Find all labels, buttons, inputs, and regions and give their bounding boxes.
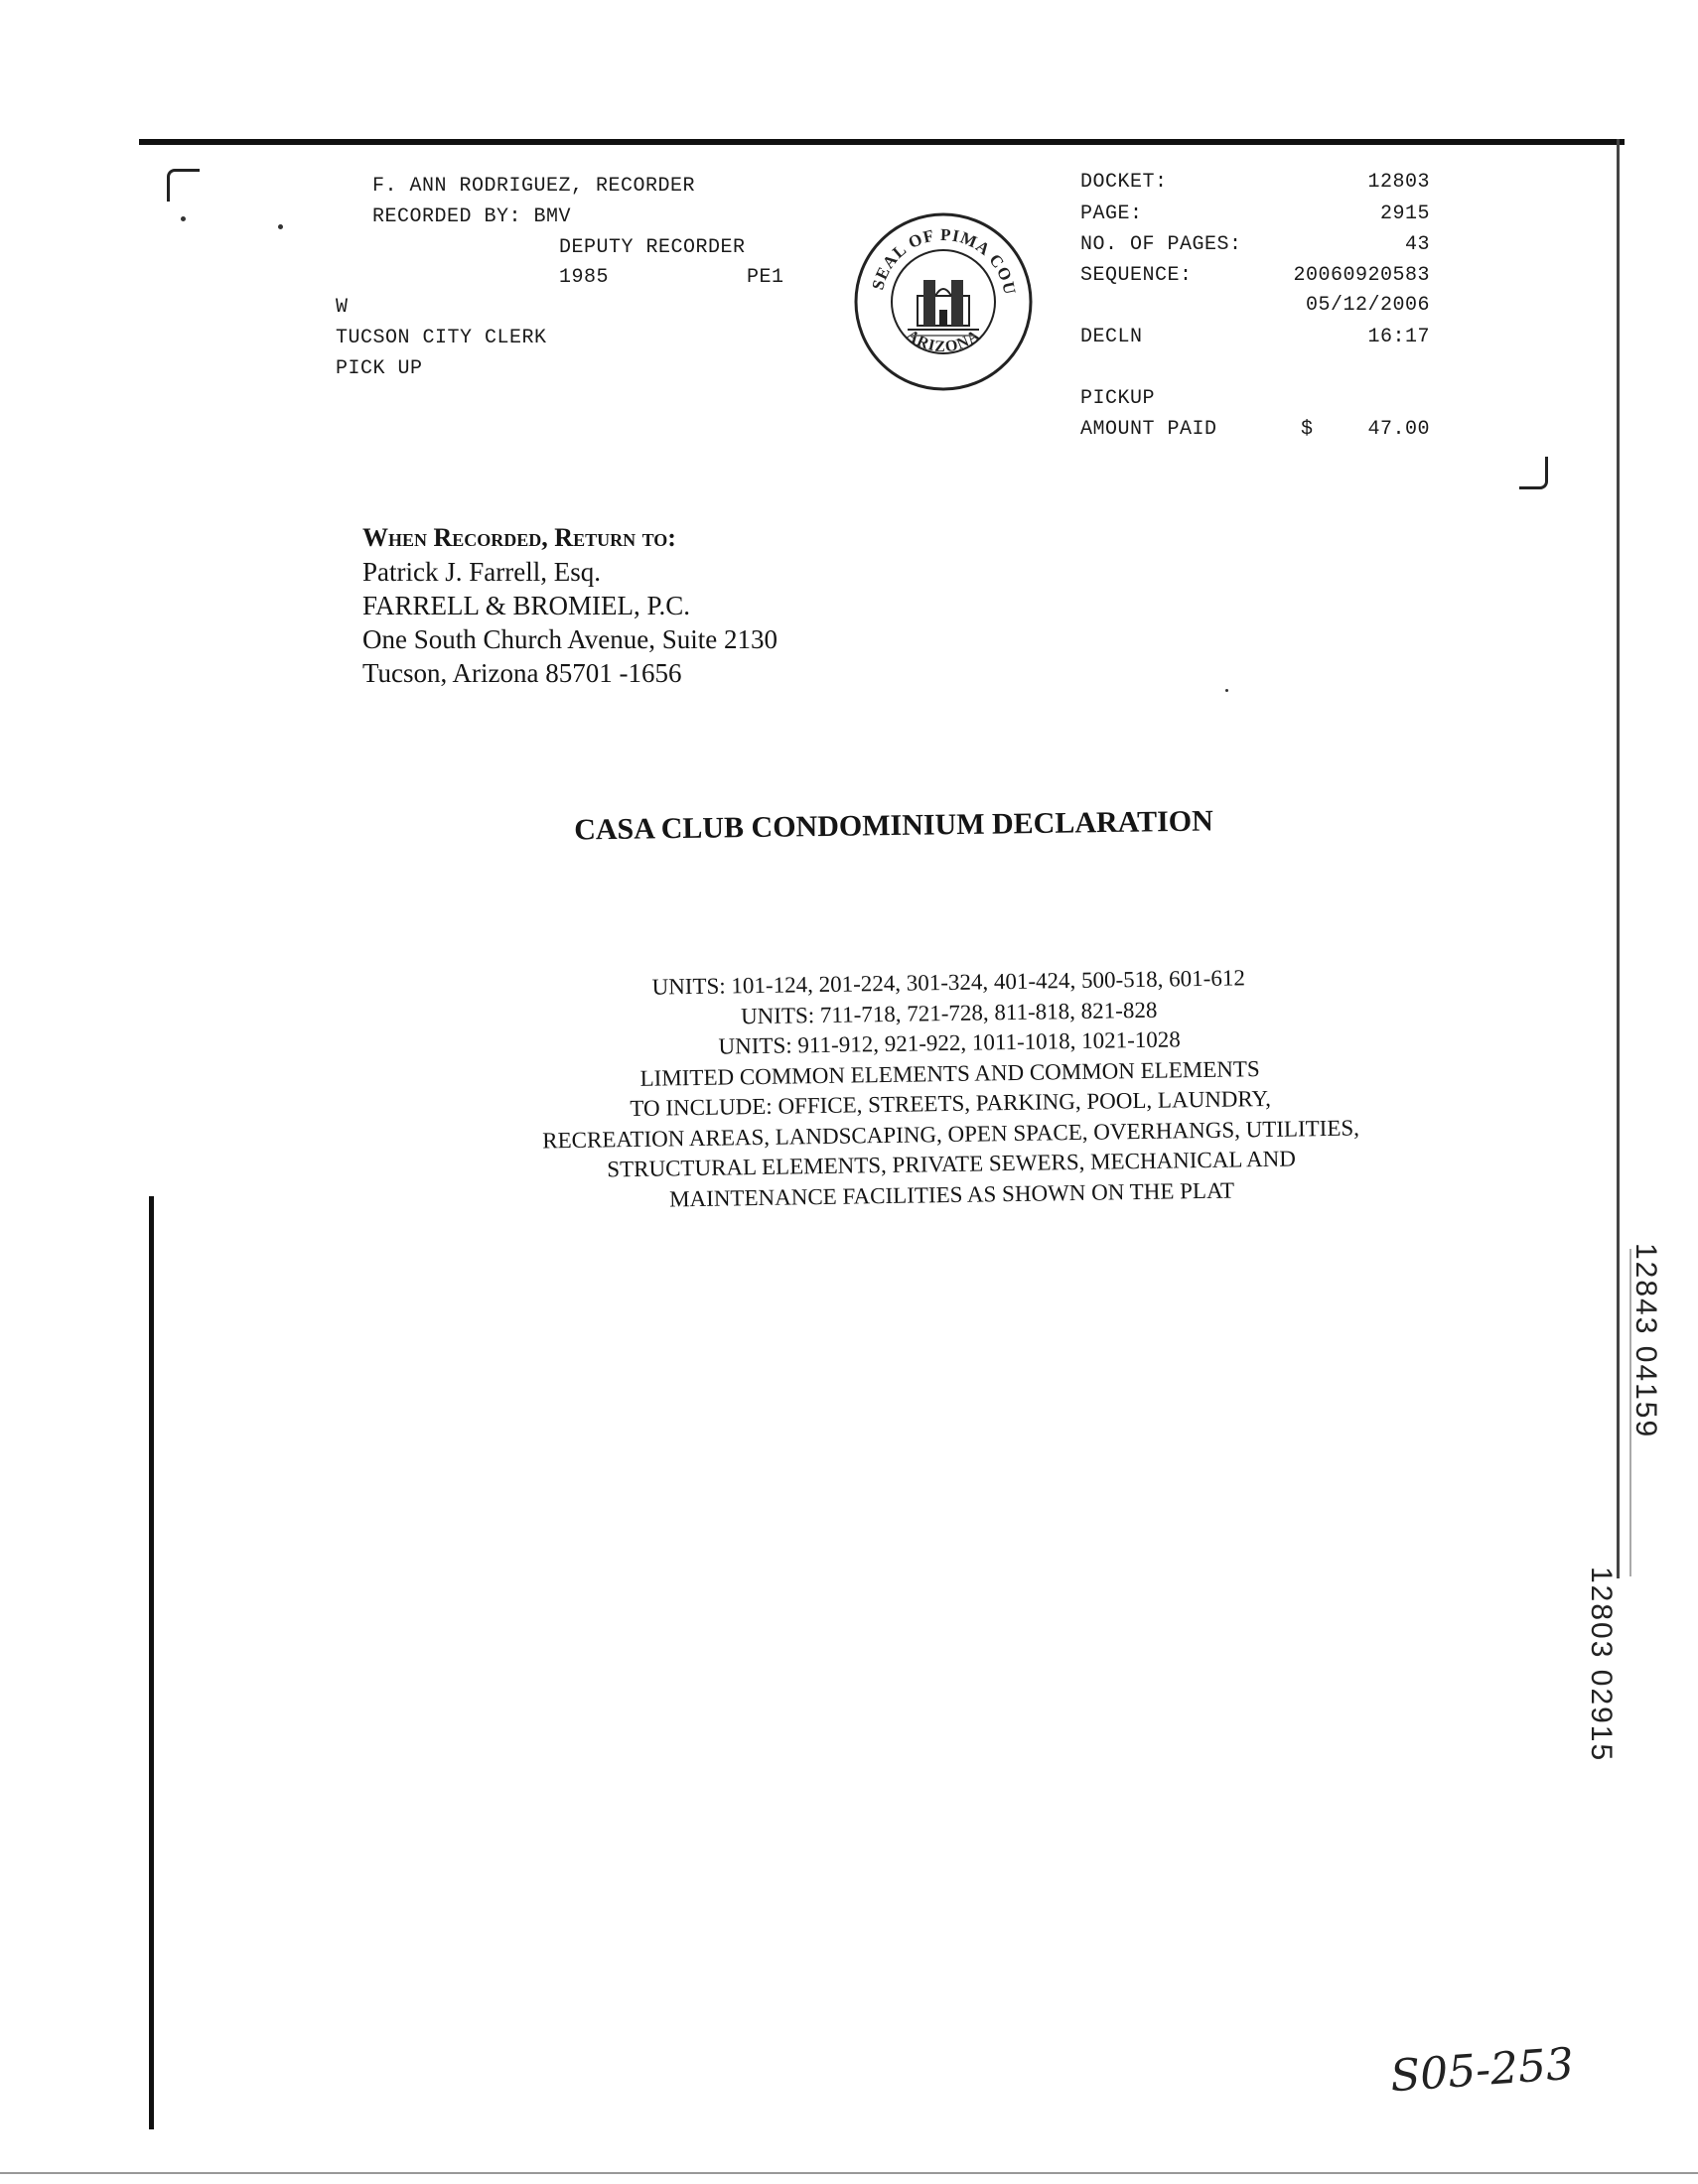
svg-text:ARIZONA: [904, 327, 984, 355]
return-to-firm: FARRELL & BROMIEL, P.C.: [362, 591, 691, 620]
page-label: PAGE:: [1080, 203, 1143, 225]
w-mark: W: [336, 296, 349, 319]
svg-text:THE SEAL OF PIMA COUNTY: [852, 210, 1020, 297]
right-border-line: [1617, 139, 1620, 1578]
pickup-label: PICKUP: [1080, 387, 1156, 410]
margin-stamp-1: 12843 04159: [1629, 1243, 1662, 1439]
sequence-label: SEQUENCE:: [1080, 264, 1193, 287]
docket-value: 12803: [1367, 171, 1430, 194]
units-line: TO INCLUDE: OFFICE, STREETS, PARKING, POOL, LAUNDRY,: [630, 1085, 1272, 1122]
seal-bottom-text: ARIZONA: [903, 327, 984, 356]
pima-county-seal-icon: [852, 210, 1035, 393]
handwritten-reference: S05-253: [1388, 2038, 1576, 2103]
deputy-code-2: PE1: [747, 266, 784, 289]
pick-up-label: PICK UP: [336, 357, 423, 380]
decln-label: DECLN: [1080, 326, 1143, 348]
return-to-city: Tucson, Arizona 85701 -1656: [362, 658, 682, 688]
amount-paid-value: 47.00: [1367, 418, 1430, 441]
recorder-header: [372, 171, 695, 232]
page-value: 2915: [1379, 203, 1430, 225]
recorder-name: F. ANN RODRIGUEZ, RECORDER: [372, 175, 696, 198]
currency-symbol: $: [1301, 418, 1314, 441]
record-date: 05/12/2006: [1305, 294, 1430, 317]
units-line: UNITS: 711-718, 721-728, 811-818, 821-828: [740, 997, 1158, 1028]
units-line: UNITS: 911-912, 921-922, 1011-1018, 1021-1028: [718, 1026, 1181, 1059]
corner-mark-top-left: [167, 169, 200, 202]
units-line: UNITS: 101-124, 201-224, 301-324, 401-424, 500-518, 601-612: [651, 965, 1246, 1000]
deputy-recorder-label: DEPUTY RECORDER: [559, 236, 746, 259]
units-line: MAINTENANCE FACILITIES AS SHOWN ON THE PLAT: [668, 1177, 1235, 1211]
return-to-address: [362, 521, 778, 690]
units-line: STRUCTURAL ELEMENTS, PRIVATE SEWERS, MECHANICAL AND: [607, 1146, 1297, 1182]
return-to-name: Patrick J. Farrell, Esq.: [362, 557, 601, 587]
docket-label: DOCKET:: [1080, 171, 1168, 194]
seal-top-text: SEAL OF PIMA COU: [868, 224, 1020, 297]
return-to-heading: When Recorded, Return to:: [362, 523, 676, 552]
tucson-city-clerk: TUCSON CITY CLERK: [336, 327, 547, 349]
margin-stamp-2: 12803 02915: [1585, 1567, 1618, 1763]
top-border-line: [139, 139, 1625, 145]
no-of-pages-value: 43: [1404, 233, 1430, 256]
scan-speck: [1225, 689, 1228, 692]
corner-mark-bottom-right: [1519, 457, 1548, 489]
return-to-street: One South Church Avenue, Suite 2130: [362, 624, 778, 654]
units-line: LIMITED COMMON ELEMENTS AND COMMON ELEMENTS: [639, 1055, 1260, 1091]
no-of-pages-label: NO. OF PAGES:: [1080, 233, 1242, 256]
scan-speck: [278, 224, 283, 229]
deputy-code-1: 1985: [559, 266, 610, 289]
left-border-line: [149, 1196, 154, 2129]
units-description: [338, 958, 1563, 1219]
amount-paid-label: AMOUNT PAID: [1080, 418, 1217, 441]
recorded-by: RECORDED BY: BMV: [372, 205, 572, 228]
record-time: 16:17: [1367, 326, 1430, 348]
units-line: RECREATION AREAS, LANDSCAPING, OPEN SPACE, OVERHANGS, UTILITIES,: [542, 1115, 1360, 1153]
bottom-scan-edge: [0, 2172, 1698, 2174]
deputy-block: [559, 232, 746, 263]
document-title: CASA CLUB CONDOMINIUM DECLARATION: [573, 804, 1214, 847]
sequence-value: 20060920583: [1293, 264, 1430, 287]
scan-speck: [181, 216, 186, 221]
